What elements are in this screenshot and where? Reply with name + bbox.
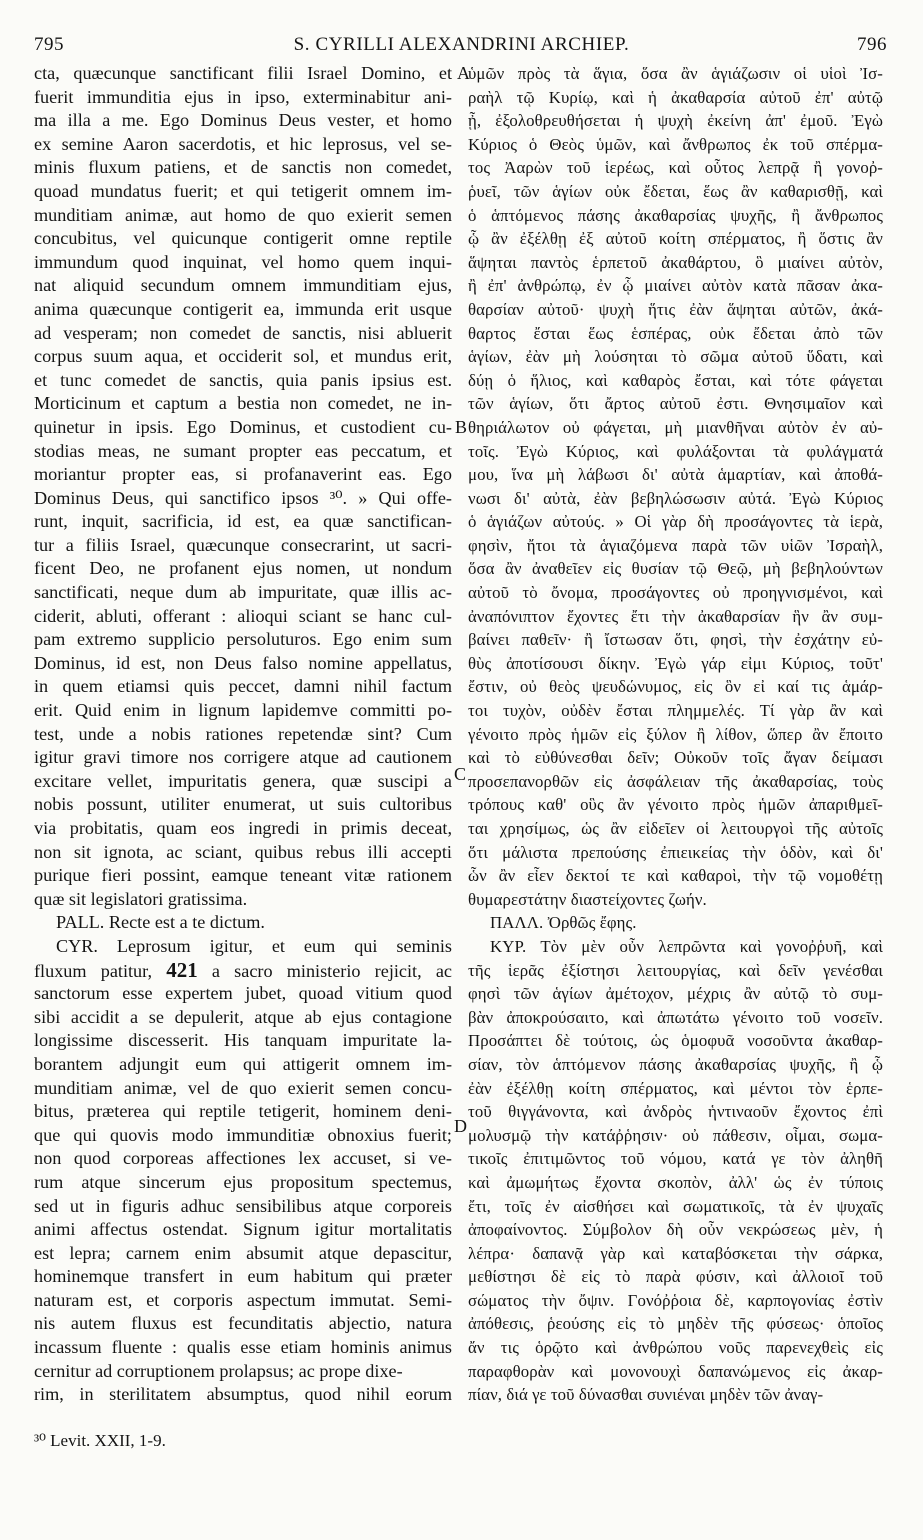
latin-text-line: concubitus, vel quicunque contigerit omne reptile	[34, 228, 452, 249]
latin-text-line: rum atque sincerum ejus propositum spectemus,	[34, 1171, 452, 1192]
greek-text-line: σώματος τὴν ὄψιν. Γονόῤῥοια δὲ, καρπογονίας ἐστὶν	[468, 1290, 883, 1310]
latin-column	[34, 62, 452, 1407]
greek-text-line: καὶ ἀμωμήτως ἔχοντα σκοπὸν, ἀλλ' ὡς ἐν τύποις	[468, 1172, 883, 1192]
greek-text-line: πίαν, διά γε τοῦ δύνασθαι συνιέναι μηδὲν τῶν ἀναγ-	[468, 1385, 824, 1405]
latin-text-line: borantem adjungit eum qui attigerit omnem im-	[34, 1053, 452, 1074]
latin-text-line: nobis possunt, utiliter enumerat, ut suis cultoribus	[34, 794, 452, 815]
latin-text-line: ad vesperam; non comedet de sanctis, nisi abluerit	[34, 322, 452, 343]
greek-text-line: καὶ τὸ εὐθύνεσθαι δεῖν; Οὐκοῦν τοῖς ἄγαν δείμασι	[468, 748, 883, 768]
greek-text-line: ἀναπόνιπτον ἔχοντες ἔτι τὴν ἀκαθαρσίαν ἣν ἂν συμ-	[468, 606, 883, 626]
latin-text-line: naturam est, et corporis aspectum immutat. Semi-	[34, 1289, 452, 1310]
greek-text-line: ΚΥΡ. Τὸν μὲν οὖν λεπρῶντα καὶ γονοῤῥυῆ, καὶ	[490, 936, 883, 956]
greek-text-line: προσεπανορθῶν εἰς ἀσφάλειαν τῆς ἀκαθαρσίας, τοὺς	[468, 771, 883, 791]
greek-text-line: ραὴλ τῷ Κυρίῳ, καὶ ἡ ἀκαθαρσία αὐτοῦ ἐπ' αὐτῷ	[468, 87, 883, 107]
greek-text-line: ὧν ἂν εἶεν δεκτοί τε καὶ καθαροὶ, τὴν τῷ νομοθέτῃ	[468, 866, 883, 886]
latin-text-line: stodias meas, ne sumant propter eas peccatum, et	[34, 440, 452, 461]
latin-text-line: sanctorum esse expertem jubet, quoad vitium quod	[34, 983, 452, 1004]
margin-letter-a: A	[457, 63, 470, 83]
latin-text-line: ma illa a me. Ego Dominus Deus vester, et homo	[34, 110, 452, 131]
greek-text-line: θαρσίαν αὐτοῦ· ψυχὴ ἥτις ἐὰν ἅψηται αὐτῶν, ἀκά-	[468, 299, 883, 319]
latin-text-line: longissime discesserit. His tanquam impuritate la-	[34, 1030, 452, 1051]
greek-text-line: ῥυεῖ, τῶν ἁγίων οὐκ ἔδεται, ἕως ἂν καθαρισθῇ, καὶ	[468, 181, 883, 201]
latin-text-line: munditiam animæ, vel de quo exierit semen concu-	[34, 1077, 452, 1098]
greek-text-line: θὺς ἀποτίσουσι δίκην. Ἐγὼ γάρ εἰμι Κύριος, τοῦτ'	[468, 653, 883, 673]
latin-text-line: ciderit, abluti, offerant : alioqui sciant se hanc cul-	[34, 605, 452, 626]
latin-text-line: sanctificati, neque dum ab impuritate, quæ illis ac-	[34, 582, 452, 603]
greek-text-line: νωσι δι' αὐτὰ, ἐὰν βεβηλώσωσιν αὐτά. Ἐγὼ Κύριος	[468, 488, 883, 508]
latin-text-line: quinetur in ipsis. Ego Dominus, et custodient cu-	[34, 416, 452, 437]
latin-text-line: hominemque transfert in eum habitum qui præter	[34, 1266, 452, 1287]
greek-text-line: τικοῖς ἐπιτιμῶντος τοῦ νόμου, κατά γε τὸν ἀληθῆ	[468, 1149, 883, 1169]
greek-text-line: μολυσμῷ τὴν κατάῤῥησιν· οὐ πάθεσιν, οἶμαι, σωμα-	[468, 1125, 883, 1145]
latin-text-line: quæ sit legislatori gratissima.	[34, 888, 248, 909]
greek-text-line: δύῃ ὁ ἥλιος, καὶ καθαρὸς ἔσται, καὶ τότε φάγεται	[468, 370, 883, 390]
latin-text-line: ex semine Aaron sacerdotis, et hic leprosus, vel se-	[34, 133, 452, 154]
latin-text-line: pam extremo supplicio persoluturos. Ego enim sum	[34, 629, 452, 650]
greek-text-line: ᾖ, ἐξολοθρευθήσεται ἡ ψυχὴ ἐκείνη ἀπ' ἐμοῦ. Ἐγὼ	[468, 111, 883, 131]
latin-text-line: igitur gravi timore nos corrigere atque ad cautionem	[34, 747, 452, 768]
latin-text-line: munditiam animæ, aut homo de quo exierit semen	[34, 204, 452, 225]
greek-text-line: τοῖς. Ἐγὼ Κύριος, καὶ φυλάξονται τὰ φυλάγματά	[468, 441, 883, 461]
greek-text-line: τοῦ θιγγάνοντα, καὶ ἀνδρὸς ἡντιναοῦν ἔχοντος ἐπὶ	[468, 1102, 883, 1122]
latin-text-line: tur a filiis Israel, quæcunque consecrarint, ut sacri-	[34, 534, 452, 555]
right-page-number: 796	[857, 34, 887, 55]
latin-text-line: CYR. Leprosum igitur, et eum qui seminis	[56, 935, 452, 956]
left-page-number: 795	[34, 34, 64, 55]
latin-text-line: sibi accidit a se depulerit, atque ab ejus contagione	[34, 1006, 452, 1027]
latin-text-line: non quod corporeas affectiones lex accuset, si ve-	[34, 1148, 452, 1169]
latin-text-line: fluxum patitur, 421 a sacro ministerio rejicit, ac	[34, 958, 452, 982]
greek-text-line: ἢ ἐπ' ἀνθρώπῳ, ἐν ᾧ μιαίνει αὐτὸν κατὰ πᾶσαν ἀκα-	[468, 276, 883, 296]
greek-text-line: θυμαρεστάτην διαστείχοντες ζωήν.	[468, 889, 707, 909]
greek-text-line: λέπρα· δαπανᾷ γὰρ καὶ καταβόσκεται τὴν σάρκα,	[468, 1243, 883, 1263]
latin-text-line: ficent Deo, ne profanent ejus nomen, ut nondum	[34, 558, 452, 579]
footnote: ³⁰ Levit. XXII, 1-9.	[34, 1431, 166, 1450]
page-header	[0, 34, 923, 64]
greek-text-line: τος Ἀαρὼν τοῦ ἱερέως, καὶ οὗτος λεπρᾷ ἢ γονοῤ-	[468, 158, 883, 178]
greek-text-line: Κύριος ὁ Θεὸς ὑμῶν, καὶ ἄνθρωπος ἐκ τοῦ σπέρμα-	[468, 134, 883, 154]
latin-text-line: rim, in sterilitatem absumptus, quod nihil eorum	[34, 1384, 452, 1405]
greek-text-line: ΠΑΛΛ. Ὀρθῶς ἔφης.	[490, 913, 637, 933]
latin-text-line: est lepra; carnem enim absumit atque depascitur,	[34, 1242, 452, 1263]
greek-text-line: θηριάλωτον οὐ φάγεται, μὴ μιανθῆναι αὐτὸν ἐν αὐ-	[468, 417, 883, 437]
greek-text-line: Προσάπτει δὲ τούτοις, ὡς ὁμοφυᾶ νοσοῦντα ἀκαθαρ-	[468, 1031, 883, 1051]
latin-text-line: immundum quod inquinat, vel homo quem inqui-	[34, 251, 452, 272]
greek-text-line: αὐτοῦ τὸ ὄνομα, προσάγοντες οὐ προηγνισμένοι, καὶ	[468, 583, 883, 603]
greek-text-line: ἁγίων, ἐὰν μὴ λούσηται τὸ σῶμα αὐτοῦ ὕδατι, καὶ	[468, 347, 883, 367]
running-title: S. CYRILLI ALEXANDRINI ARCHIEP.	[293, 34, 630, 55]
latin-text-line: quoad mundatus fuerit; et qui tetigerit omnem im-	[34, 180, 452, 201]
greek-text-line: ται χρησίμως, ὡς ἂν εἰδεῖεν οἱ λειτουργοὶ τῆς αὐτοῖς	[468, 819, 883, 838]
greek-text-line: τοι τυχὸν, οὐδὲν ἔσται πλημμελές. Τί γὰρ ἂν καὶ	[468, 701, 883, 721]
latin-text-line: et tunc comedet de sanctis, quia panis ipsius est.	[34, 369, 452, 390]
latin-text-line: PALL. Recte est a te dictum.	[56, 912, 265, 933]
latin-text-line: nat aliquid secundum omnem immunditiam ejus,	[34, 275, 452, 296]
greek-text-line: ὁ ἁπτόμενος πάσης ἀκαθαρσίας ψυχῆς, ἢ ἄνθρωπος	[468, 205, 883, 225]
latin-text-line: cta, quæcunque sanctificant filii Israel Domino, et	[34, 63, 452, 83]
latin-text-line: incassum fluente : qualis esse etiam hominis animus	[34, 1337, 452, 1358]
latin-text-line: via probitatis, quam eos ingredi in primis deceat,	[34, 818, 452, 838]
greek-text-line: ὁ ἁγιάζων αὐτούς. » Οἱ γὰρ δὴ προσάγοντες τὰ ἱερὰ,	[468, 512, 883, 532]
greek-text-line: ἔτι, τοῖς ἐν αἰσθήσει καὶ σωματικοῖς, τὰ ἐν ψυχαῖς	[468, 1196, 883, 1216]
latin-text-line: in quem etiamsi quis peccet, damni nihil factum	[34, 676, 452, 697]
greek-text-line: τῆς ἱερᾶς ἐξίστησι λειτουργίας, καὶ δεῖν γενέσθαι	[468, 960, 883, 980]
greek-text-line: σίαν, τὸν ἁπτόμενον πάσης ἀκαθαρσίας ψυχῆς, ἢ ᾧ	[468, 1054, 883, 1074]
greek-text-line: ἅψηται παντὸς ἑρπετοῦ ἀκαθάρτου, ὃ μιαίνει αὐτὸν,	[468, 252, 883, 272]
greek-text-line: θαρτος ἔσται ἕως ἑσπέρας, οὐκ ἔδεται ἀπὸ τῶν	[468, 323, 883, 343]
latin-text-line: corpus suum aqua, et occiderit sol, et mundus erit,	[34, 346, 452, 367]
greek-text-line: βὰν ἀποκρούσαιτο, καὶ ἀπωτάτω γένοιτο τοῦ νοσεῖν.	[468, 1007, 883, 1027]
latin-text-line: erit. Quid enim in lignum lapidemve committi po-	[34, 700, 452, 721]
margin-letter-b: B	[455, 417, 468, 437]
column-number: 421	[166, 958, 198, 982]
latin-text-line: anima quæcunque contigerit ea, immunda erit usque	[34, 298, 452, 319]
greek-text-line: ὑμῶν πρὸς τὰ ἅγια, ὅσα ἂν ἁγιάζωσιν οἱ υἱοὶ Ἰσ-	[468, 64, 883, 83]
margin-letter-c: C	[454, 764, 467, 784]
latin-text-line: fuerit immunditia ejus in ipso, exterminabitur ani-	[34, 86, 452, 107]
latin-text-line: cernitur ad corruptionem prolapsus; ac prope dixe-	[34, 1360, 403, 1381]
greek-text-line: ἀποφαίνοντος. Σύμβολον δὴ οὖν νεκρώσεως μὲν, ἡ	[468, 1220, 883, 1240]
greek-text-line: ᾧ ἂν ἐξέλθῃ ἐξ αὐτοῦ κοίτη σπέρματος, ἢ ὅστις ἂν	[468, 229, 883, 249]
greek-text-line: παραφθορὰν καὶ μονονουχὶ δαπανώμενος εἰς ἀκαρ-	[468, 1361, 883, 1381]
latin-text-line: Dominus, id est, non Deus falso nomine appellatus,	[34, 652, 452, 673]
latin-text-line: moriantur propter eas, si profanaverint eas. Ego	[34, 464, 452, 485]
greek-text-line: γένοιτο πρὸς ἡμῶν εἰς ξύλον ἢ λίθον, ὥπερ ἂν ἔποιτο	[468, 724, 883, 744]
latin-text-line: nis autem fluxus est fecunditatis abjectio, natura	[34, 1313, 452, 1334]
greek-text-line: ἀπόθεσις, ῥεούσης εἰς τὸ μηδὲν τῆς φύσεως· ὁποῖος	[468, 1314, 883, 1334]
greek-text-line: ὅτι μάλιστα πρεπούσης ἐπιεικείας τὴν ὁδὸν, καὶ δι'	[468, 842, 883, 862]
latin-text-line: que qui quovis modo immunditiæ obnoxius fuerit;	[34, 1124, 452, 1145]
greek-text-line: μου, ἵνα μὴ λάβωσι δι' αὐτὰ ἁμαρτίαν, καὶ ἀποθά-	[468, 465, 883, 485]
latin-text-line: excitare vellet, impuritatis genera, quæ suscipi a	[34, 770, 452, 791]
greek-text-line: φησὶν, ἤτοι τὰ ἁγιαζόμενα παρὰ τῶν υἱῶν Ἰσραὴλ,	[468, 535, 883, 555]
greek-text-line: ὅσα ἂν ἀναθεῖεν εἰς θυσίαν τῷ Θεῷ, μὴ βεβηλούντων	[468, 559, 883, 579]
greek-text-line: μεθίστησι δὲ εἰς τὸ παρὰ φύσιν, καὶ ἀλλοιοῖ τοῦ	[468, 1267, 883, 1287]
greek-text-line: τρόπους καθ' οὓς ἂν γένοιτο πρὸς ἡμῶν ἀπαριθμεῖ-	[468, 795, 883, 815]
latin-text-line: Morticinum et captum a bestia non comedet, ne in-	[34, 393, 452, 414]
margin-letter-d: D	[454, 1116, 467, 1136]
greek-text-line: φησὶ τῶν ἁγίων ἀμέτοχον, μέχρις ἂν αὐτῷ τὸ συμ-	[468, 984, 883, 1004]
latin-text-line: sed ut in figuris adhuc sensibilibus atque corporeis	[34, 1195, 452, 1216]
greek-text-line: ἐὰν ἐξέλθῃ κοίτη σπέρματος, καὶ μέντοι τὸν ἑρπε-	[468, 1078, 883, 1098]
greek-column	[468, 62, 883, 1407]
latin-text-line: Dominus Deus, qui sanctifico ipsos ³⁰. » Qui offe-	[34, 487, 452, 508]
latin-text-line: minis fluxum patiens, et de sanctis non comedet,	[34, 157, 452, 178]
greek-text-line: ἄν τις ὁρῷτο καὶ ἀνθρώπου νοῦς παρενεχθεὶς εἰς	[468, 1338, 883, 1358]
latin-text-line: animi affectus ostendat. Signum igitur mortalitatis	[34, 1219, 452, 1240]
greek-text-line: ἔστιν, οὐ θεὸς ψευδώνυμος, εἰς ὃν εἰ καί τις ἁμάρ-	[468, 677, 883, 697]
latin-text-line: test, unde a nobis rationes repetendæ sint? Cum	[34, 723, 452, 744]
greek-text-line: βαίνει παθεῖν· ἢ ἴστωσαν ὅτι, φησὶ, τὴν ἐσχάτην εὐ-	[468, 630, 883, 650]
greek-text-line: τῶν ἁγίων, ὅτι ἄρτος αὐτοῦ ἐστι. Θνησιμαῖον καὶ	[468, 394, 883, 414]
latin-text-line: bitus, præterea qui reptile tetigerit, hominem deni-	[34, 1101, 452, 1122]
latin-text-line: purique fieri possint, eamque teneant vitæ rationem	[34, 865, 452, 886]
latin-text-line: non sit ignota, ac sciant, quibus rebus illi accepti	[34, 841, 452, 862]
latin-text-line: runt, inquit, sacrificia, id est, ea quæ sanctifican-	[34, 511, 452, 532]
